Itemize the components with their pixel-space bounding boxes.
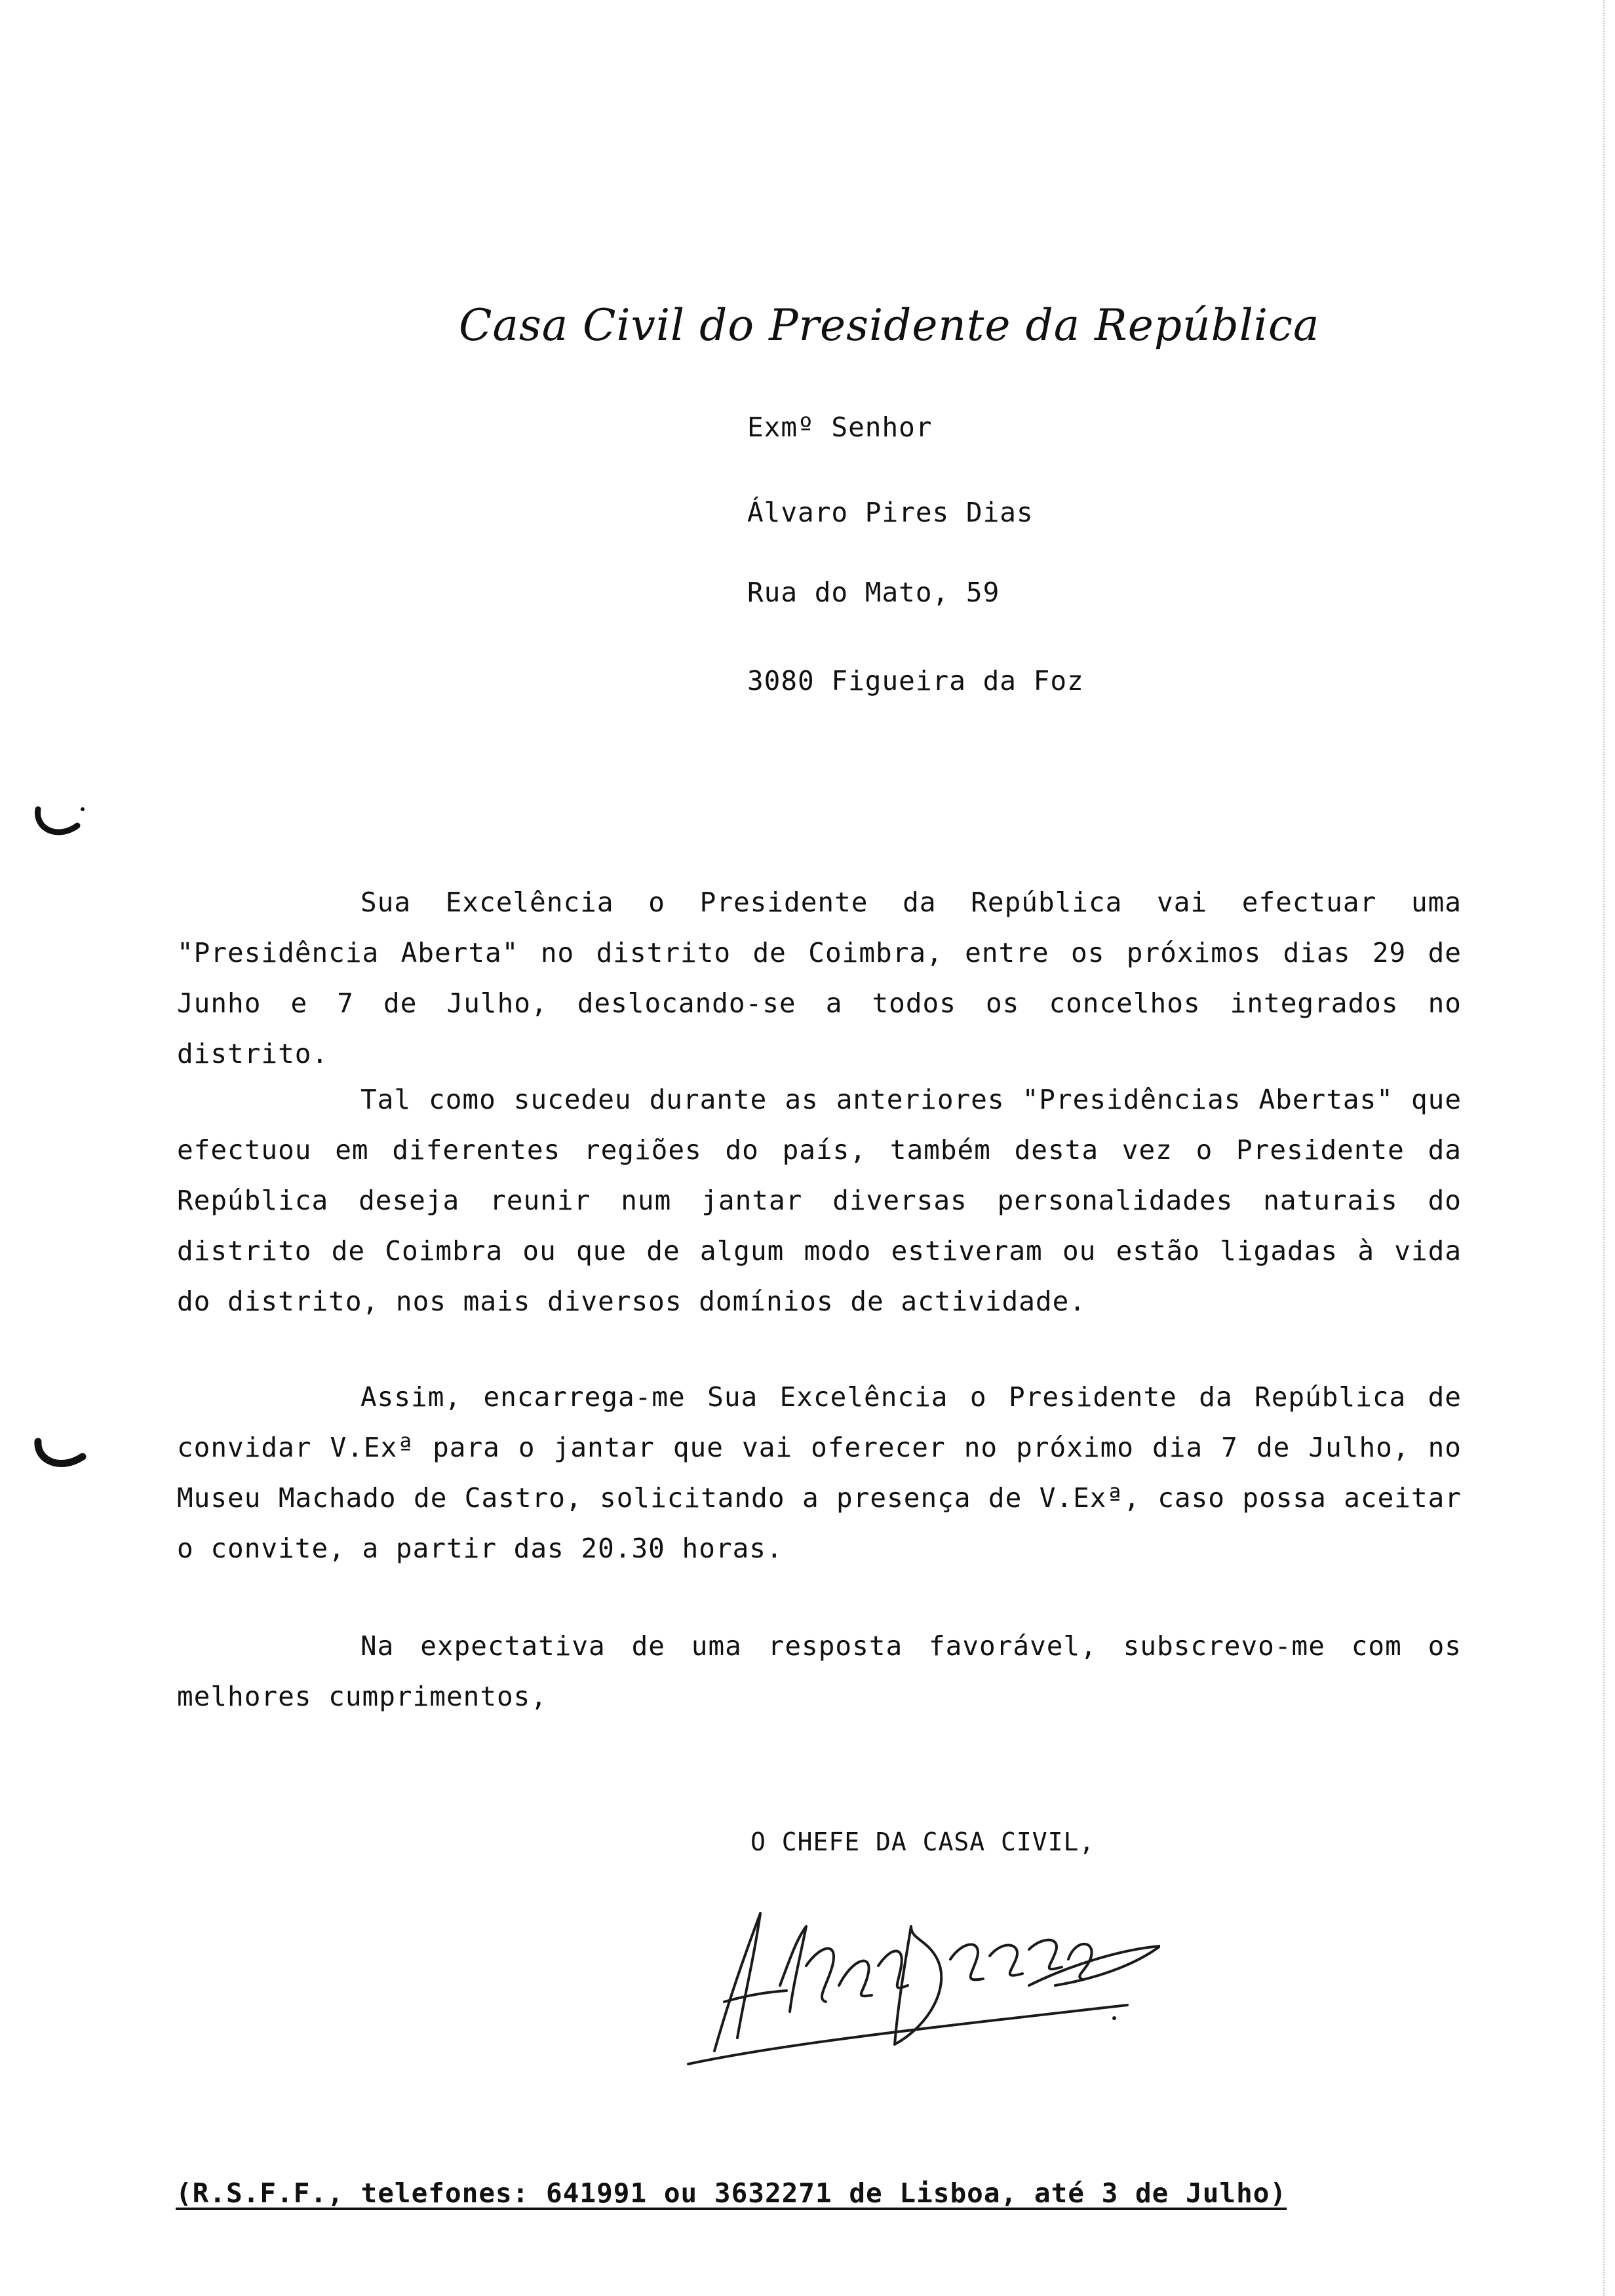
- handwritten-signature: [675, 1887, 1160, 2084]
- binder-hole-mark-icon: [31, 1432, 90, 1478]
- body-paragraph: Tal como sucedeu durante as anteriores "Presidências Abertas" que efectuou em diferentes regiões do país, também desta vez o Presidente da República deseja reunir num jantar diversas personalidades naturais do distrito de Coimbra ou que de algum modo estiveram ou estão ligadas à vida do distrito, nos mais diversos domínios de actividade.: [177, 1084, 1462, 1317]
- recipient-street: Rua do Mato, 59: [747, 577, 1000, 608]
- binder-hole-mark-icon: [31, 799, 90, 845]
- body-paragraph: Sua Excelência o Presidente da República vai efectuar uma "Presidência Aberta" no distrito de Coimbra, entre os próximos dias 29 de Junho e 7 de Julho, deslocando-se a todos os concelhos integrados no distrito.: [177, 887, 1462, 1069]
- recipient-salutation: Exmº Senhor: [747, 411, 933, 443]
- scan-edge: [1603, 0, 1605, 2296]
- footer-note: (R.S.F.F., telefones: 641991 ou 3632271 de Lisboa, até 3 de Julho): [176, 2177, 1287, 2209]
- letterhead: Casa Civil do Presidente da República: [459, 300, 1320, 351]
- body-paragraph: Na expectativa de uma resposta favorável, subscrevo-me com os melhores cumprimentos,: [177, 1630, 1462, 1712]
- body-paragraph: Assim, encarrega-me Sua Excelência o Presidente da República de convidar V.Exª para o jantar que vai oferecer no próximo dia 7 de Julho, no Museu Machado de Castro, solicitando a presença de V.Exª, caso possa aceitar o convite, a partir das 20.30 horas.: [177, 1381, 1462, 1564]
- recipient-name: Álvaro Pires Dias: [747, 497, 1034, 528]
- closing-title: O CHEFE DA CASA CIVIL,: [750, 1827, 1095, 1856]
- recipient-city: 3080 Figueira da Foz: [747, 665, 1084, 697]
